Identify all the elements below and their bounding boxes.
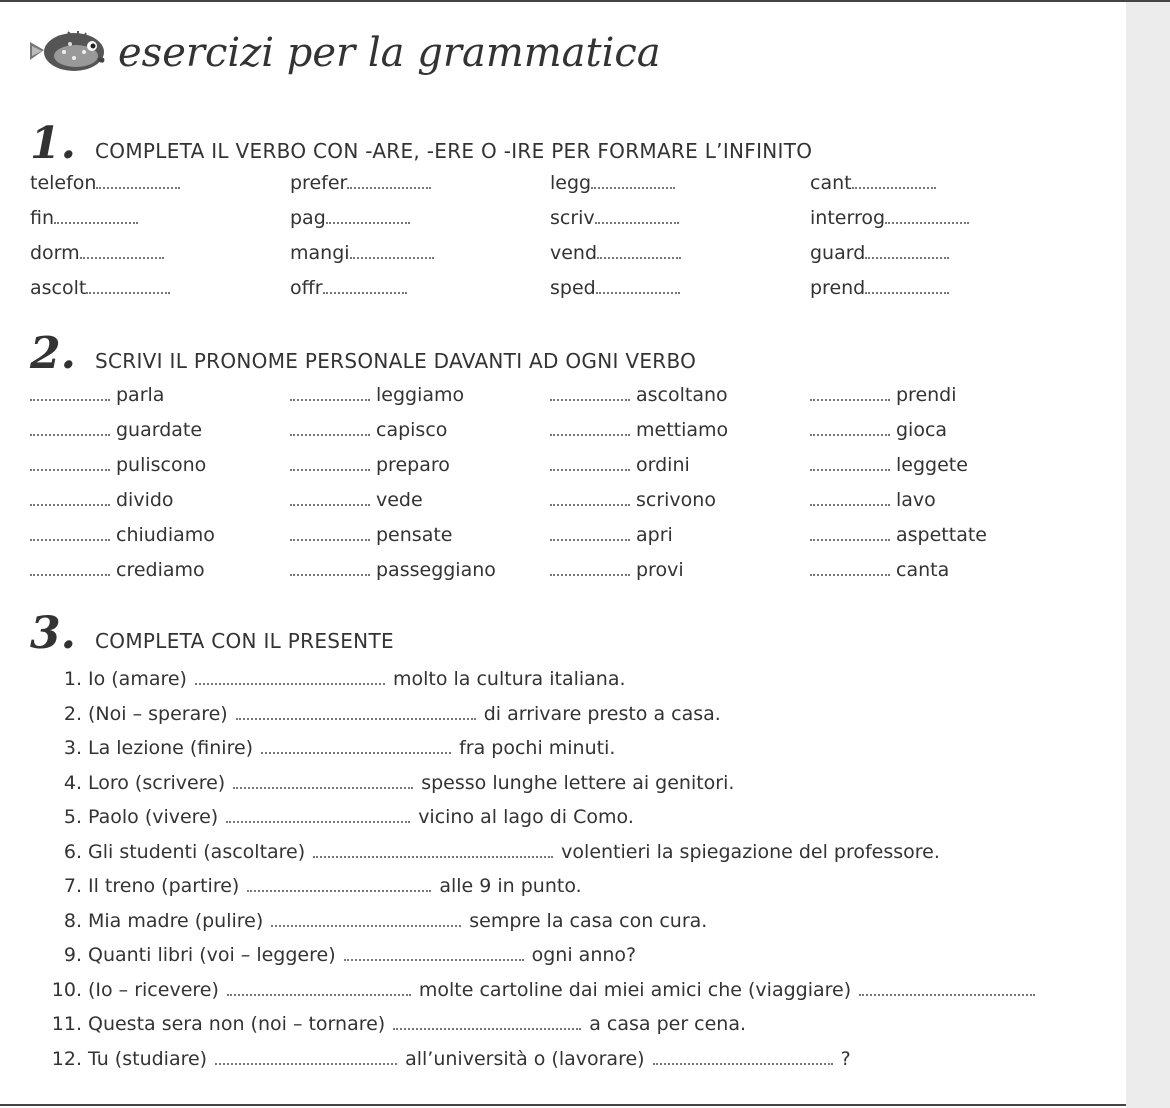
table-row — [30, 384, 1070, 419]
sentence-text: molto la cultura italiana. — [392, 668, 626, 690]
verb-form: preparo — [376, 454, 450, 476]
list-item — [30, 875, 1110, 910]
list-item — [30, 944, 1110, 979]
verb-form: gioca — [896, 419, 948, 441]
sentence-text: a casa per cena. — [589, 1013, 747, 1035]
verb-stem: vend — [550, 242, 598, 264]
answer-blank[interactable] — [596, 278, 680, 294]
answer-blank[interactable] — [30, 385, 110, 401]
answer-blank[interactable] — [810, 385, 890, 401]
sentence-text: (Noi – sperare) — [88, 702, 228, 725]
verb-item — [30, 419, 290, 454]
verb-form: ascoltano — [636, 384, 728, 406]
verb-item — [810, 454, 1070, 489]
verb-item — [290, 384, 550, 419]
verb-stem: fin — [30, 207, 55, 229]
verb-form: capisco — [376, 419, 448, 441]
bottom-border — [0, 1104, 1126, 1106]
answer-blank[interactable] — [595, 208, 679, 224]
answer-blank[interactable] — [550, 560, 630, 576]
answer-blank[interactable] — [313, 842, 553, 858]
answer-blank[interactable] — [865, 278, 949, 294]
section-1-title: COMPLETA IL VERBO CON -ARE, -ERE O -IRE PER FORMARE L’INFINITO — [95, 139, 813, 163]
verb-form: crediamo — [116, 559, 205, 581]
list-item — [30, 772, 1110, 807]
answer-blank[interactable] — [271, 911, 461, 927]
verb-item — [810, 419, 1070, 454]
answer-blank[interactable] — [290, 385, 370, 401]
verb-stem-item — [550, 277, 810, 312]
verb-form: aspettate — [896, 524, 987, 546]
verb-stem-item — [30, 242, 290, 277]
answer-blank[interactable] — [550, 490, 630, 506]
sentence-text: Questa sera non (noi – tornare) — [88, 1013, 386, 1035]
answer-blank[interactable] — [323, 278, 407, 294]
verb-item — [810, 559, 1070, 594]
answer-blank[interactable] — [236, 704, 476, 720]
verb-form: prendi — [896, 384, 957, 406]
verb-item — [290, 489, 550, 524]
verb-item — [290, 454, 550, 489]
answer-blank[interactable] — [195, 669, 385, 685]
item-number: 1. — [63, 668, 82, 690]
sentence-text: Loro (scrivere) — [88, 771, 226, 794]
answer-blank[interactable] — [80, 243, 164, 259]
verb-stem-item — [550, 172, 810, 207]
sentence-text: Gli studenti (ascoltare) — [88, 840, 306, 863]
section-1-exercise-grid — [30, 172, 1070, 312]
answer-blank[interactable] — [96, 173, 180, 189]
sentence-text: volentieri la spiegazione del professore. — [561, 840, 940, 863]
sentence-text: Paolo (vivere) — [88, 806, 219, 828]
table-row — [30, 524, 1070, 559]
sentence-text: di arrivare presto a casa. — [483, 702, 721, 725]
section-2-heading — [30, 328, 696, 379]
answer-blank[interactable] — [653, 1049, 833, 1065]
list-item — [30, 668, 1110, 703]
table-row — [30, 172, 1070, 207]
verb-stem-item — [30, 277, 290, 312]
table-row — [30, 454, 1070, 489]
section-3-heading — [30, 608, 394, 659]
list-item — [30, 1013, 1110, 1048]
item-number: 3. — [63, 737, 82, 759]
verb-stem-item — [550, 207, 810, 242]
verb-item — [550, 419, 810, 454]
sentence-text: spesso lunghe lettere ai genitori. — [421, 771, 735, 794]
verb-stem-item — [290, 172, 550, 207]
answer-blank[interactable] — [227, 980, 411, 996]
verb-stem: pag — [290, 207, 326, 229]
answer-blank[interactable] — [215, 1049, 397, 1065]
verb-form: ordini — [636, 454, 690, 476]
answer-blank[interactable] — [859, 980, 1035, 996]
answer-blank[interactable] — [550, 420, 630, 436]
verb-form: puliscono — [116, 454, 207, 476]
verb-form: apri — [636, 524, 673, 546]
verb-item — [30, 454, 290, 489]
sentence-text: La lezione (finire) — [88, 737, 254, 759]
verb-stem: dorm — [30, 242, 80, 264]
item-number: 10. — [51, 978, 82, 1001]
answer-blank[interactable] — [30, 455, 110, 471]
verb-item — [550, 524, 810, 559]
verb-item — [550, 384, 810, 419]
verb-stem: legg — [550, 172, 592, 194]
answer-blank[interactable] — [810, 455, 890, 471]
item-number: 6. — [63, 840, 82, 863]
answer-blank[interactable] — [86, 278, 170, 294]
answer-blank[interactable] — [290, 420, 370, 436]
section-3-sentence-list — [30, 668, 1110, 1082]
table-row — [30, 489, 1070, 524]
verb-stem: telefon — [30, 172, 97, 194]
sentence-text: (Io – ricevere) — [88, 978, 219, 1001]
answer-blank[interactable] — [550, 385, 630, 401]
verb-stem: sped — [550, 277, 596, 299]
verb-form: leggiamo — [376, 384, 465, 406]
sentence-text: Mia madre (pulire) — [88, 909, 264, 932]
verb-stem-item — [810, 172, 1070, 207]
verb-item — [810, 489, 1070, 524]
verb-form: chiudiamo — [116, 524, 215, 546]
table-row — [30, 277, 1070, 312]
verb-form: provi — [636, 559, 684, 581]
sentence-text: Io (amare) — [88, 668, 187, 690]
section-2-number: 2. — [30, 328, 76, 379]
sentence-text: ogni anno? — [531, 944, 637, 966]
verb-item — [30, 559, 290, 594]
answer-blank[interactable] — [30, 490, 110, 506]
verb-stem-item — [290, 277, 550, 312]
verb-form: lavo — [896, 489, 936, 511]
answer-blank[interactable] — [810, 560, 890, 576]
verb-stem-item — [550, 242, 810, 277]
item-number: 2. — [63, 702, 82, 725]
list-item — [30, 910, 1110, 945]
verb-form: divido — [116, 489, 174, 511]
table-row — [30, 419, 1070, 454]
sentence-text: Il treno (partire) — [88, 875, 240, 897]
section-1-heading — [30, 118, 812, 169]
section-3-number: 3. — [30, 608, 76, 659]
list-item — [30, 979, 1110, 1014]
verb-item — [550, 489, 810, 524]
answer-blank[interactable] — [852, 173, 936, 189]
verb-form: leggete — [896, 454, 968, 476]
verb-stem-item — [810, 242, 1070, 277]
verb-item — [550, 454, 810, 489]
list-item — [30, 1048, 1110, 1083]
sentence-text: vicino al lago di Como. — [418, 806, 634, 828]
verb-stem-item — [30, 207, 290, 242]
list-item — [30, 806, 1110, 841]
answer-blank[interactable] — [885, 208, 969, 224]
verb-item — [810, 384, 1070, 419]
verb-stem: prefer — [290, 172, 348, 194]
answer-blank[interactable] — [865, 243, 949, 259]
sentence-text: all’università o (lavorare) — [405, 1047, 645, 1070]
verb-stem-item — [810, 277, 1070, 312]
item-number: 7. — [63, 875, 82, 897]
verb-form: canta — [896, 559, 950, 581]
sentence-text: molte cartoline dai miei amici che (viaggiare) — [418, 978, 852, 1001]
sentence-text: Tu (studiare) — [88, 1047, 208, 1070]
answer-blank[interactable] — [344, 945, 524, 961]
answer-blank[interactable] — [393, 1014, 581, 1030]
answer-blank[interactable] — [290, 525, 370, 541]
verb-form: parla — [116, 384, 165, 406]
table-row — [30, 559, 1070, 594]
verb-stem-item — [290, 207, 550, 242]
answer-blank[interactable] — [247, 876, 431, 892]
verb-stem: interrog — [810, 207, 886, 229]
sentence-text: fra pochi minuti. — [459, 737, 616, 759]
answer-blank[interactable] — [233, 773, 413, 789]
verb-item — [290, 559, 550, 594]
verb-item — [30, 489, 290, 524]
answer-blank[interactable] — [261, 738, 451, 754]
verb-item — [290, 419, 550, 454]
verb-form: mettiamo — [636, 419, 729, 441]
answer-blank[interactable] — [550, 455, 630, 471]
answer-blank[interactable] — [347, 173, 431, 189]
section-3-title: COMPLETA CON IL PRESENTE — [95, 629, 394, 653]
table-row — [30, 207, 1070, 242]
worksheet-title: esercizi per la grammatica — [118, 30, 661, 76]
verb-item — [30, 384, 290, 419]
item-number: 12. — [51, 1047, 82, 1070]
verb-stem-item — [30, 172, 290, 207]
sentence-text: Quanti libri (voi – leggere) — [88, 944, 336, 966]
answer-blank[interactable] — [597, 243, 681, 259]
verb-stem: cant — [810, 172, 852, 194]
sentence-text: ? — [840, 1047, 851, 1070]
verb-stem: scriv — [550, 207, 595, 229]
section-1-number: 1. — [30, 118, 76, 169]
verb-form: passeggiano — [376, 559, 496, 581]
list-item — [30, 841, 1110, 876]
answer-blank[interactable] — [30, 560, 110, 576]
pufferfish-icon — [28, 28, 112, 76]
verb-stem: offr — [290, 277, 323, 299]
verb-stem: guard — [810, 242, 866, 264]
sentence-text: sempre la casa con cura. — [469, 909, 708, 932]
verb-stem: ascolt — [30, 277, 87, 299]
verb-stem-item — [290, 242, 550, 277]
verb-item — [810, 524, 1070, 559]
table-row — [30, 242, 1070, 277]
verb-item — [550, 559, 810, 594]
verb-item — [290, 524, 550, 559]
answer-blank[interactable] — [30, 420, 110, 436]
verb-stem: mangi — [290, 242, 350, 264]
item-number: 9. — [63, 944, 82, 966]
answer-blank[interactable] — [226, 807, 410, 823]
sentence-text: alle 9 in punto. — [439, 875, 582, 897]
verb-form: scrivono — [636, 489, 716, 511]
item-number: 11. — [51, 1013, 82, 1035]
item-number: 4. — [63, 771, 82, 794]
verb-stem: prend — [810, 277, 866, 299]
answer-blank[interactable] — [30, 525, 110, 541]
verb-stem-item — [810, 207, 1070, 242]
top-border — [0, 0, 1170, 2]
answer-blank[interactable] — [810, 420, 890, 436]
answer-blank[interactable] — [350, 243, 434, 259]
item-number: 5. — [63, 806, 82, 828]
answer-blank[interactable] — [550, 525, 630, 541]
verb-form: vede — [376, 489, 423, 511]
answer-blank[interactable] — [810, 525, 890, 541]
section-2-title: SCRIVI IL PRONOME PERSONALE DAVANTI AD OGNI VERBO — [95, 349, 697, 373]
item-number: 8. — [63, 909, 82, 932]
answer-blank[interactable] — [326, 208, 410, 224]
scan-margin — [1126, 0, 1170, 1108]
answer-blank[interactable] — [290, 560, 370, 576]
answer-blank[interactable] — [290, 490, 370, 506]
list-item — [30, 737, 1110, 772]
list-item — [30, 703, 1110, 738]
answer-blank[interactable] — [810, 490, 890, 506]
answer-blank[interactable] — [591, 173, 675, 189]
section-2-exercise-grid — [30, 384, 1070, 594]
verb-item — [30, 524, 290, 559]
answer-blank[interactable] — [290, 455, 370, 471]
answer-blank[interactable] — [54, 208, 138, 224]
verb-form: pensate — [376, 524, 453, 546]
verb-form: guardate — [116, 419, 203, 441]
